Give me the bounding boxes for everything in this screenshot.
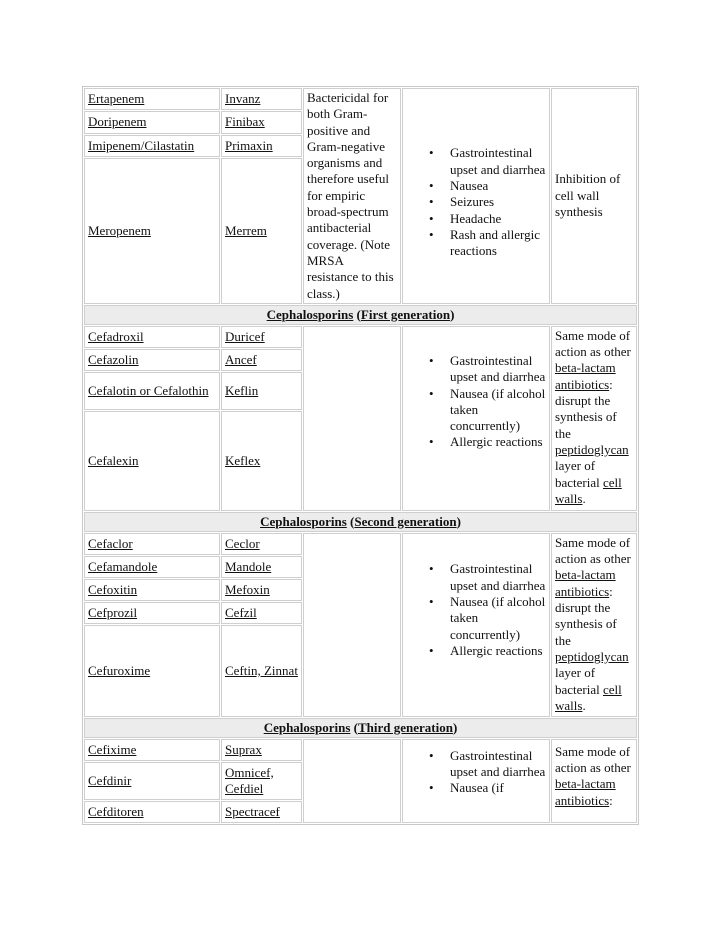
generic-name-cell [84,533,220,555]
mechanism-text: Same mode of action as other [555,743,631,776]
brand-link[interactable]: Invanz [225,91,261,106]
side-effects-list [406,748,546,797]
header-paren-close: ) [452,719,458,735]
brand-link[interactable]: Cefzil [225,604,257,620]
brand-name-cell [221,111,302,133]
brand-link[interactable]: Ceftin, Zinnat [225,662,298,678]
cell-walls-link[interactable]: cell walls [555,474,622,506]
list-item: • Gastrointestinal upset and diarrhea [450,748,546,781]
list-item: • Allergic reactions [450,643,546,659]
generic-name-cell [84,411,220,511]
list-item: • Nausea (if alcohol taken concurrently) [450,386,546,435]
generic-name-cell [84,135,220,157]
brand-name-cell [221,533,302,555]
mechanism-text: layer of bacterial [555,665,603,697]
generation-link[interactable]: First generation [360,306,451,322]
section-header-row [84,512,637,532]
generic-name-cell [84,625,220,717]
brand-link[interactable]: Keflex [225,452,261,468]
drug-link[interactable]: Cefalotin or Cefalothin [88,382,209,398]
drug-link[interactable]: Ertapenem [88,91,145,106]
mechanism-text: layer of bacterial [555,458,603,490]
list-item: • Seizures [450,194,546,210]
mechanism-text: . [582,490,586,506]
header-paren-close: ) [450,306,455,322]
class-link[interactable]: Cephalosporins [263,719,351,735]
mechanism-text: . [582,697,586,713]
brand-link[interactable]: Ancef [225,351,257,367]
mechanism-text: Same mode of action as other [555,327,631,360]
generic-name-cell [84,349,220,371]
generic-name-cell [84,88,220,110]
table-row [84,326,637,348]
side-effects-cell [402,739,550,823]
antibiotics-table [82,86,639,825]
drug-link[interactable]: Meropenem [88,222,151,238]
cell-walls-link[interactable]: cell walls [555,681,622,713]
generic-name-cell [84,372,220,410]
header-paren-open: ( [346,513,355,529]
section-header-second-generation [84,512,637,532]
header-paren-open: ( [353,306,361,322]
table-row [84,739,637,761]
drug-link[interactable]: Imipenem/Cilastatin [88,137,195,153]
beta-lactam-link[interactable]: beta-lactam antibiotics [555,567,616,599]
use-cell: Bactericidal for both Gram-positive and Gram-negative organisms and therefore useful for empiric broad-spectrum antibacterial coverage. (Note MRSA resistance to this class.) [303,88,401,304]
brand-name-cell [221,135,302,157]
brand-link[interactable]: Omnicef, Cefdiel [225,764,274,796]
header-paren-close: ) [456,513,461,529]
section-header-third-generation [84,718,637,738]
side-effects-cell [402,533,550,717]
table-row [84,533,637,555]
generic-name-cell [84,739,220,761]
mechanism-cell [551,326,637,511]
header-paren-open: ( [350,719,358,735]
brand-name-cell [221,739,302,761]
drug-link[interactable]: Cefoxitin [88,581,138,597]
brand-link[interactable]: Keflin [225,382,259,398]
mechanism-cell [551,739,637,823]
brand-link[interactable]: Ceclor [225,535,260,551]
generic-name-cell [84,158,220,304]
list-item: • Gastrointestinal upset and diarrhea [450,561,546,594]
list-item: • Rash and allergic reactions [450,227,546,260]
generic-name-cell [84,602,220,624]
brand-name-cell [221,326,302,348]
use-cell [303,739,401,823]
brand-link[interactable]: Primaxin [225,137,273,153]
drug-link[interactable]: Cefixime [88,741,137,757]
generic-name-cell [84,556,220,578]
side-effects-cell [402,88,550,304]
class-link[interactable]: Cephalosporins [266,306,354,322]
side-effects-list [406,561,546,659]
side-effects-list [406,145,546,259]
beta-lactam-link[interactable]: beta-lactam antibiotics [555,360,616,392]
brand-link[interactable]: Finibax [225,114,265,130]
brand-name-cell [221,579,302,601]
drug-link[interactable]: Cefditoren [88,803,144,819]
mechanism-cell [551,533,637,717]
list-item: • Headache [450,211,546,227]
brand-name-cell [221,801,302,823]
mechanism-text: Same mode of action as other [555,534,631,567]
brand-name-cell [221,158,302,304]
brand-link[interactable]: Duricef [225,328,265,344]
generic-name-cell [84,111,220,133]
drug-link[interactable]: Doripenem [88,114,147,130]
drug-link[interactable]: Cefprozil [88,604,138,620]
drug-link[interactable]: Cefadroxil [88,328,144,344]
brand-link[interactable]: Merrem [225,222,267,238]
class-link[interactable]: Cephalosporins [260,513,347,529]
side-effects-cell [402,326,550,511]
mechanism-text: : disrupt the synthesis of the [555,583,617,648]
use-cell [303,326,401,511]
section-header-first-generation [84,305,637,325]
beta-lactam-link[interactable]: beta-lactam antibiotics [555,776,616,808]
mechanism-text: : disrupt the synthesis of the [555,376,617,441]
brand-link[interactable]: Spectracef [225,803,280,819]
peptidoglycan-link[interactable]: peptidoglycan [555,441,629,457]
brand-link[interactable]: Mandole [225,558,272,574]
side-effects-list [406,353,546,451]
brand-name-cell [221,556,302,578]
list-item: • Gastrointestinal upset and diarrhea [450,353,546,386]
list-item: • Allergic reactions [450,434,546,450]
brand-name-cell [221,625,302,717]
drug-link[interactable]: Cefamandole [88,558,158,574]
list-item: • Gastrointestinal upset and diarrhea [450,145,546,178]
drug-link[interactable]: Cefuroxime [88,662,151,678]
brand-link[interactable]: Suprax [225,741,262,757]
list-item: • Nausea (if [450,780,546,796]
brand-name-cell [221,349,302,371]
list-item: • Nausea (if alcohol taken concurrently) [450,594,546,643]
brand-name-cell [221,602,302,624]
list-item: • Nausea [450,178,546,194]
mechanism-text: : [609,792,613,808]
drug-link[interactable]: Cefaclor [88,535,133,551]
use-cell [303,533,401,717]
drug-link[interactable]: Cefazolin [88,351,139,367]
generic-name-cell [84,579,220,601]
generic-name-cell [84,801,220,823]
section-header-row [84,305,637,325]
peptidoglycan-link[interactable]: peptidoglycan [555,648,629,664]
brand-name-cell [221,411,302,511]
generation-link[interactable]: Second generation [354,513,457,529]
generation-link[interactable]: Third generation [357,719,453,735]
section-header-row [84,718,637,738]
mechanism-cell: Inhibition of cell wall synthesis [551,88,637,304]
brand-name-cell [221,762,302,800]
drug-link[interactable]: Cefdinir [88,772,132,788]
brand-link[interactable]: Mefoxin [225,581,270,597]
brand-name-cell [221,372,302,410]
table-row [84,88,637,110]
generic-name-cell [84,326,220,348]
generic-name-cell [84,762,220,800]
brand-name-cell [221,88,302,110]
drug-link[interactable]: Cefalexin [88,452,139,468]
